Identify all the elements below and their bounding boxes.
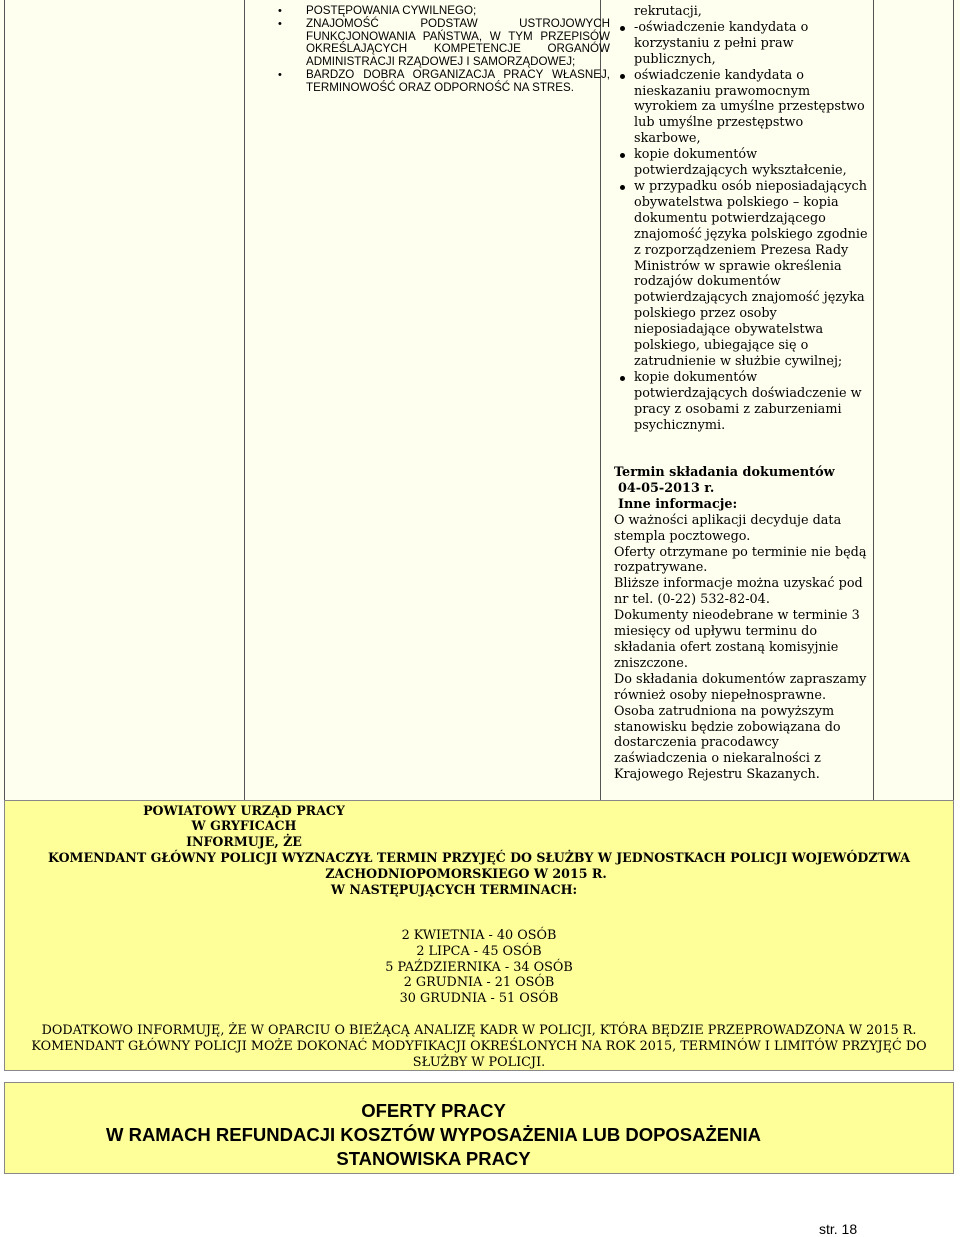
document-item: -oświadczenie kandydata o korzystaniu z pełni praw publicznych, xyxy=(615,20,870,68)
requirements-list xyxy=(278,5,610,95)
notice-additional-info: DODATKOWO INFORMUJĘ, ŻE W OPARCIU O BIEŻĄCĄ ANALIZĘ KADR W POLICJI, KTÓRA BĘDZIE PRZEPROWADZONA W 2015 R. KOMENDANT GŁÓWNY POLICJI MOŻE DOKONAĆ MODYFIKACJI OKREŚLONYCH NA ROK 2015, TERMINÓW I LIMITÓW PRZYJĘĆ DO SŁUŻBY W POLICJI. xyxy=(31,1023,927,1070)
requirement-item: • BARDZO DOBRA ORGANIZACJA PRACY WŁASNEJ, TERMINOWOŚĆ ORAZ ODPORNOŚĆ NA STRES. xyxy=(278,69,610,95)
info-paragraph: Osoba zatrudniona na powyższym stanowisku będzie zobowiązana do dostarczenia pracodawcy zaświadczenia o niekaralności z Krajowego Rejestru Skazanych. xyxy=(614,703,841,783)
police-recruitment-notice xyxy=(4,800,954,1071)
other-info-label: Inne informacje: xyxy=(618,496,738,512)
notice-headline: KOMENDANT GŁÓWNY POLICJI WYZNACZYŁ TERMIN PRZYJĘĆ DO SŁUŻBY W JEDNOSTKACH POLICJI WOJEWÓDZTWA xyxy=(47,850,910,865)
recruitment-dates xyxy=(5,928,953,1007)
offers-subtitle-2: STANOWISKA PRACY xyxy=(336,1148,531,1169)
documents-list xyxy=(615,20,870,434)
offers-subtitle: W RAMACH REFUNDACJI KOSZTÓW WYPOSAŻENIA LUB DOPOSAŻENIA xyxy=(105,1124,762,1145)
job-offers-heading xyxy=(4,1082,954,1174)
offers-title: OFERTY PRACY xyxy=(361,1100,506,1121)
notice-office-name: POWIATOWY URZĄD PRACY xyxy=(143,803,345,818)
info-paragraph: Do składania dokumentów zapraszamy również osoby niepełnosprawne. xyxy=(614,671,867,703)
deadline-date: 04-05-2013 r. xyxy=(618,480,715,496)
notice-office-city: W GRYFICACH xyxy=(191,818,297,833)
requirement-item: • ZNAJOMOŚĆ PODSTAW USTROJOWYCH FUNKCJONOWANIA PAŃSTWA, W TYM PRZEPISÓW OKREŚLAJĄCYCH KOMPETENCJE ORGANÓW ADMINISTRACJI RZĄDOWEJ I SAMORZĄDOWEJ; xyxy=(278,18,610,69)
notice-terms-label: W NASTĘPUJĄCYCH TERMINACH: xyxy=(330,882,578,897)
required-documents xyxy=(615,4,870,433)
document-item: w przypadku osób nieposiadających obywatelstwa polskiego – kopia dokumentu potwierdzającego znajomość języka polskiego zgodnie z rozporządzeniem Prezesa Rady Ministrów w sprawie określenia rodzajów dokumentów potwierdzających znajomość języka polskiego przez osoby nieposiadające obywatelstwa polskiego, ubiegające się o zatrudnienie w służbie cywilnej; xyxy=(615,179,870,370)
info-paragraph: Bliższe informacje można uzyskać pod nr tel. (0-22) 532-82-04. xyxy=(614,576,863,608)
info-paragraph: Dokumenty nieodebrane w terminie 3 miesięcy od upływu terminu do składania ofert zostaną komisyjnie zniszczone. xyxy=(614,608,860,671)
notice-informs: INFORMUJE, ŻE xyxy=(186,834,302,849)
recruitment-date: 2 LIPCA - 45 OSÓB xyxy=(416,943,542,959)
table-border-right xyxy=(953,0,954,800)
recruitment-date: 2 GRUDNIA - 21 OSÓB xyxy=(403,975,555,991)
page-number: str. 18 xyxy=(819,1221,858,1237)
info-paragraph: O ważności aplikacji decyduje data stempla pocztowego. xyxy=(614,512,842,544)
info-paragraph: Oferty otrzymane po terminie nie będą rozpatrywane. xyxy=(614,544,867,576)
recruitment-date: 2 KWIETNIA - 40 OSÓB xyxy=(401,928,557,943)
requirement-item: • POSTĘPOWANIA CYWILNEGO; xyxy=(278,5,610,18)
table-divider-1 xyxy=(244,0,245,800)
document-item: oświadczenie kandydata o nieskazaniu prawomocnym wyrokiem za umyślne przestępstwo lub umyślne przestępstwo skarbowe, xyxy=(615,68,870,148)
document-item: kopie dokumentów potwierdzających wykształcenie, xyxy=(615,147,870,179)
recruitment-date: 5 PAŹDZIERNIKA - 34 OSÓB xyxy=(385,959,573,975)
notice-headline-region: ZACHODNIOPOMORSKIEGO W 2015 R. xyxy=(325,866,607,881)
table-divider-2 xyxy=(600,0,601,800)
deadline-and-info xyxy=(614,465,874,783)
deadline-label: Termin składania dokumentów xyxy=(614,465,835,480)
document-item: kopie dokumentów potwierdzających doświadczenie w pracy z osobami z zaburzeniami psychicznymi. xyxy=(615,370,870,434)
table-border-left xyxy=(4,0,5,800)
recruitment-date: 30 GRUDNIA - 51 OSÓB xyxy=(399,991,559,1007)
documents-intro: rekrutacji, xyxy=(634,4,702,19)
